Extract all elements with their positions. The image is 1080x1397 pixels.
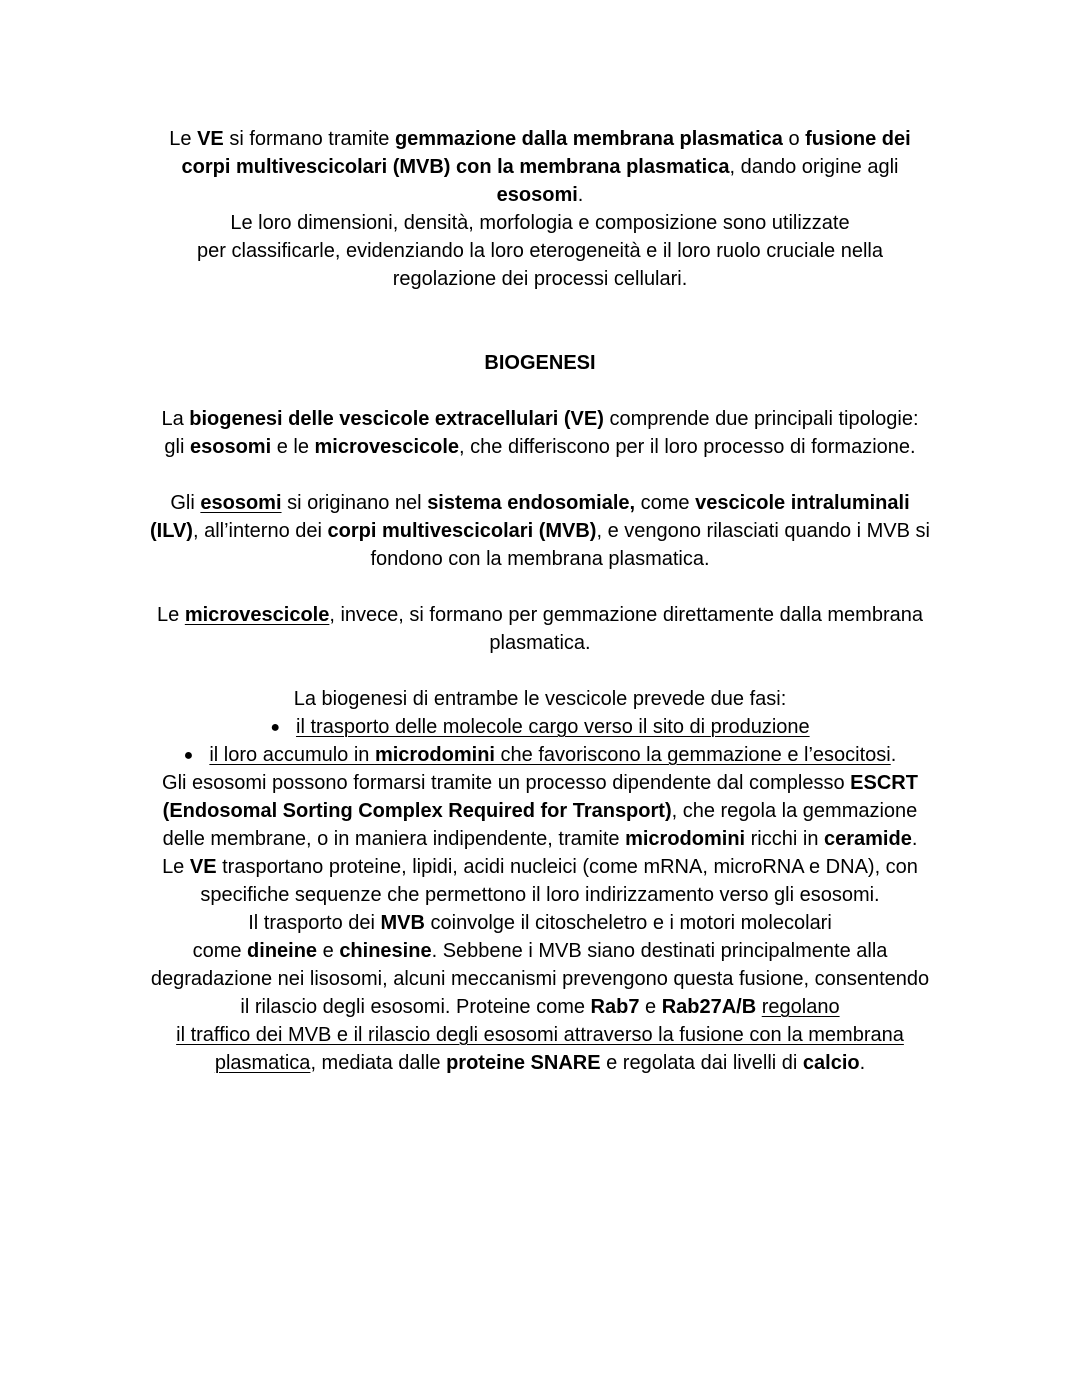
text-segment: gli bbox=[164, 436, 190, 458]
blank-line bbox=[0, 293, 1080, 321]
text-segment: come bbox=[635, 492, 696, 514]
text-line bbox=[0, 1021, 1080, 1049]
bullet-icon: ● bbox=[270, 719, 281, 736]
text-line bbox=[0, 237, 1080, 265]
text-line bbox=[0, 545, 1080, 573]
bold-text: VE bbox=[189, 856, 217, 878]
text-segment: per classificarle, evidenziando la loro eterogeneità e il loro ruolo cruciale nella bbox=[197, 240, 883, 262]
text-segment: e regolata dai livelli di bbox=[600, 1052, 803, 1074]
text-segment: Gli esosomi possono formarsi tramite un processo dipendente dal complesso bbox=[162, 772, 851, 794]
text-segment: Le bbox=[162, 856, 190, 878]
text-segment: regolazione dei processi cellulari. bbox=[392, 268, 688, 290]
bullet-icon: ● bbox=[183, 747, 194, 764]
text-segment: , che regola la gemmazione bbox=[671, 800, 918, 822]
text-line bbox=[0, 685, 1080, 713]
text-segment: ricchi in bbox=[745, 828, 824, 850]
text-segment: coinvolge il citoscheletro e i motori molecolari bbox=[424, 912, 832, 934]
text-segment: il trasporto delle molecole cargo verso il sito di produzione bbox=[296, 716, 810, 738]
text-line bbox=[0, 965, 1080, 993]
text-line bbox=[0, 265, 1080, 293]
text-line bbox=[0, 629, 1080, 657]
bold-text: biogenesi delle vescicole extracellulari (VE) bbox=[189, 408, 604, 430]
text-segment: il loro accumulo in bbox=[209, 744, 375, 766]
text-segment: che favoriscono la gemmazione e l’esocitosi bbox=[494, 744, 891, 766]
text-segment: . bbox=[859, 1052, 866, 1074]
text-line bbox=[0, 601, 1080, 629]
text-line bbox=[0, 993, 1080, 1021]
bold-text: fusione dei bbox=[805, 128, 911, 150]
text-segment: fondono con la membrana plasmatica. bbox=[370, 548, 710, 570]
text-segment: , e vengono rilasciati quando i MVB si bbox=[596, 520, 930, 542]
text-segment: il rilascio degli esosomi. Proteine come bbox=[240, 996, 591, 1018]
text-line bbox=[0, 125, 1080, 153]
blank-line bbox=[0, 573, 1080, 601]
text-segment: o bbox=[782, 128, 806, 150]
text-segment: , dando origine agli bbox=[729, 156, 899, 178]
bold-text: esosomi bbox=[200, 492, 282, 514]
bold-text: ceramide bbox=[824, 828, 912, 850]
text-segment: si formano tramite bbox=[223, 128, 395, 150]
bold-text: chinesine bbox=[339, 940, 432, 962]
text-segment: plasmatica. bbox=[489, 632, 591, 654]
text-line bbox=[0, 517, 1080, 545]
text-segment: . Sebbene i MVB siano destinati principalmente alla bbox=[431, 940, 888, 962]
bold-text: calcio bbox=[802, 1052, 860, 1074]
bold-text: corpi multivescicolari (MVB) con la membrana plasmatica bbox=[181, 156, 730, 178]
bold-text: (ILV) bbox=[150, 520, 193, 542]
text-segment: Le bbox=[157, 604, 185, 626]
bold-text: corpi multivescicolari (MVB) bbox=[327, 520, 597, 542]
text-segment: La biogenesi di entrambe le vescicole prevede due fasi: bbox=[293, 688, 787, 710]
bold-text: microdomini bbox=[374, 744, 495, 766]
bold-text: Rab7 bbox=[590, 996, 640, 1018]
text-segment: Gli bbox=[170, 492, 201, 514]
text-segment: e bbox=[317, 940, 340, 962]
text-segment: , mediata dalle bbox=[310, 1052, 447, 1074]
bold-text: (Endosomal Sorting Complex Required for Transport) bbox=[162, 800, 672, 822]
text-segment: Il trasporto dei bbox=[248, 912, 381, 934]
bold-text: sistema endosomiale, bbox=[427, 492, 636, 514]
text-line bbox=[0, 1049, 1080, 1077]
bold-text: proteine SNARE bbox=[446, 1052, 601, 1074]
text-line bbox=[0, 881, 1080, 909]
text-segment: il traffico dei MVB e il rilascio degli esosomi attraverso la fusione con la membrana bbox=[176, 1024, 904, 1046]
text-segment: plasmatica bbox=[214, 1052, 311, 1074]
text-segment: . bbox=[911, 828, 918, 850]
text-segment: degradazione nei lisosomi, alcuni meccanismi prevengono questa fusione, consentendo bbox=[150, 968, 930, 990]
text-segment: e le bbox=[271, 436, 315, 458]
bold-text: ESCRT bbox=[850, 772, 918, 794]
bold-text: microvescicole bbox=[184, 604, 330, 626]
text-line bbox=[0, 769, 1080, 797]
text-line bbox=[0, 153, 1080, 181]
bold-text: vescicole intraluminali bbox=[695, 492, 910, 514]
text-line bbox=[0, 713, 1080, 741]
text-line bbox=[0, 209, 1080, 237]
text-line bbox=[0, 937, 1080, 965]
text-line bbox=[0, 433, 1080, 461]
text-line bbox=[0, 909, 1080, 937]
text-segment: specifiche sequenze che permettono il loro indirizzamento verso gli esosomi. bbox=[200, 884, 880, 906]
bold-text: Rab27A/B bbox=[661, 996, 757, 1018]
text-segment: Le loro dimensioni, densità, morfologia e composizione sono utilizzate bbox=[230, 212, 850, 234]
bold-text: gemmazione dalla membrana plasmatica bbox=[394, 128, 783, 150]
bold-text: MVB bbox=[380, 912, 425, 934]
text-line bbox=[0, 489, 1080, 517]
text-segment: come bbox=[192, 940, 248, 962]
blank-line bbox=[0, 321, 1080, 349]
text-segment: La bbox=[161, 408, 190, 430]
blank-line bbox=[0, 657, 1080, 685]
bold-text: microdomini bbox=[625, 828, 746, 850]
bold-text: microvescicole bbox=[314, 436, 460, 458]
text-segment: e bbox=[639, 996, 662, 1018]
bold-text: esosomi bbox=[496, 184, 578, 206]
text-line bbox=[0, 741, 1080, 769]
text-line bbox=[0, 825, 1080, 853]
text-line bbox=[0, 797, 1080, 825]
heading-text: BIOGENESI bbox=[484, 352, 596, 374]
text-segment: comprende due principali tipologie: bbox=[603, 408, 919, 430]
blank-line bbox=[0, 377, 1080, 405]
text-segment: regolano bbox=[761, 996, 840, 1018]
text-segment: , all’interno dei bbox=[192, 520, 328, 542]
bold-text: dineine bbox=[247, 940, 318, 962]
text-segment: si originano nel bbox=[281, 492, 428, 514]
text-line bbox=[0, 405, 1080, 433]
text-line bbox=[0, 181, 1080, 209]
text-segment: Le bbox=[169, 128, 198, 150]
blank-line bbox=[0, 461, 1080, 489]
bold-text: VE bbox=[197, 128, 224, 150]
bold-text: esosomi bbox=[190, 436, 272, 458]
text-segment: . bbox=[577, 184, 584, 206]
text-segment: . bbox=[890, 744, 897, 766]
text-segment: delle membrane, o in maniera indipendente, tramite bbox=[162, 828, 626, 850]
text-segment: trasportano proteine, lipidi, acidi nucleici (come mRNA, microRNA e DNA), con bbox=[216, 856, 918, 878]
text-segment: , che differiscono per il loro processo di formazione. bbox=[459, 436, 916, 458]
section-heading bbox=[0, 349, 1080, 377]
text-segment: , invece, si formano per gemmazione direttamente dalla membrana bbox=[329, 604, 923, 626]
document-body bbox=[0, 125, 1080, 1077]
text-line bbox=[0, 853, 1080, 881]
